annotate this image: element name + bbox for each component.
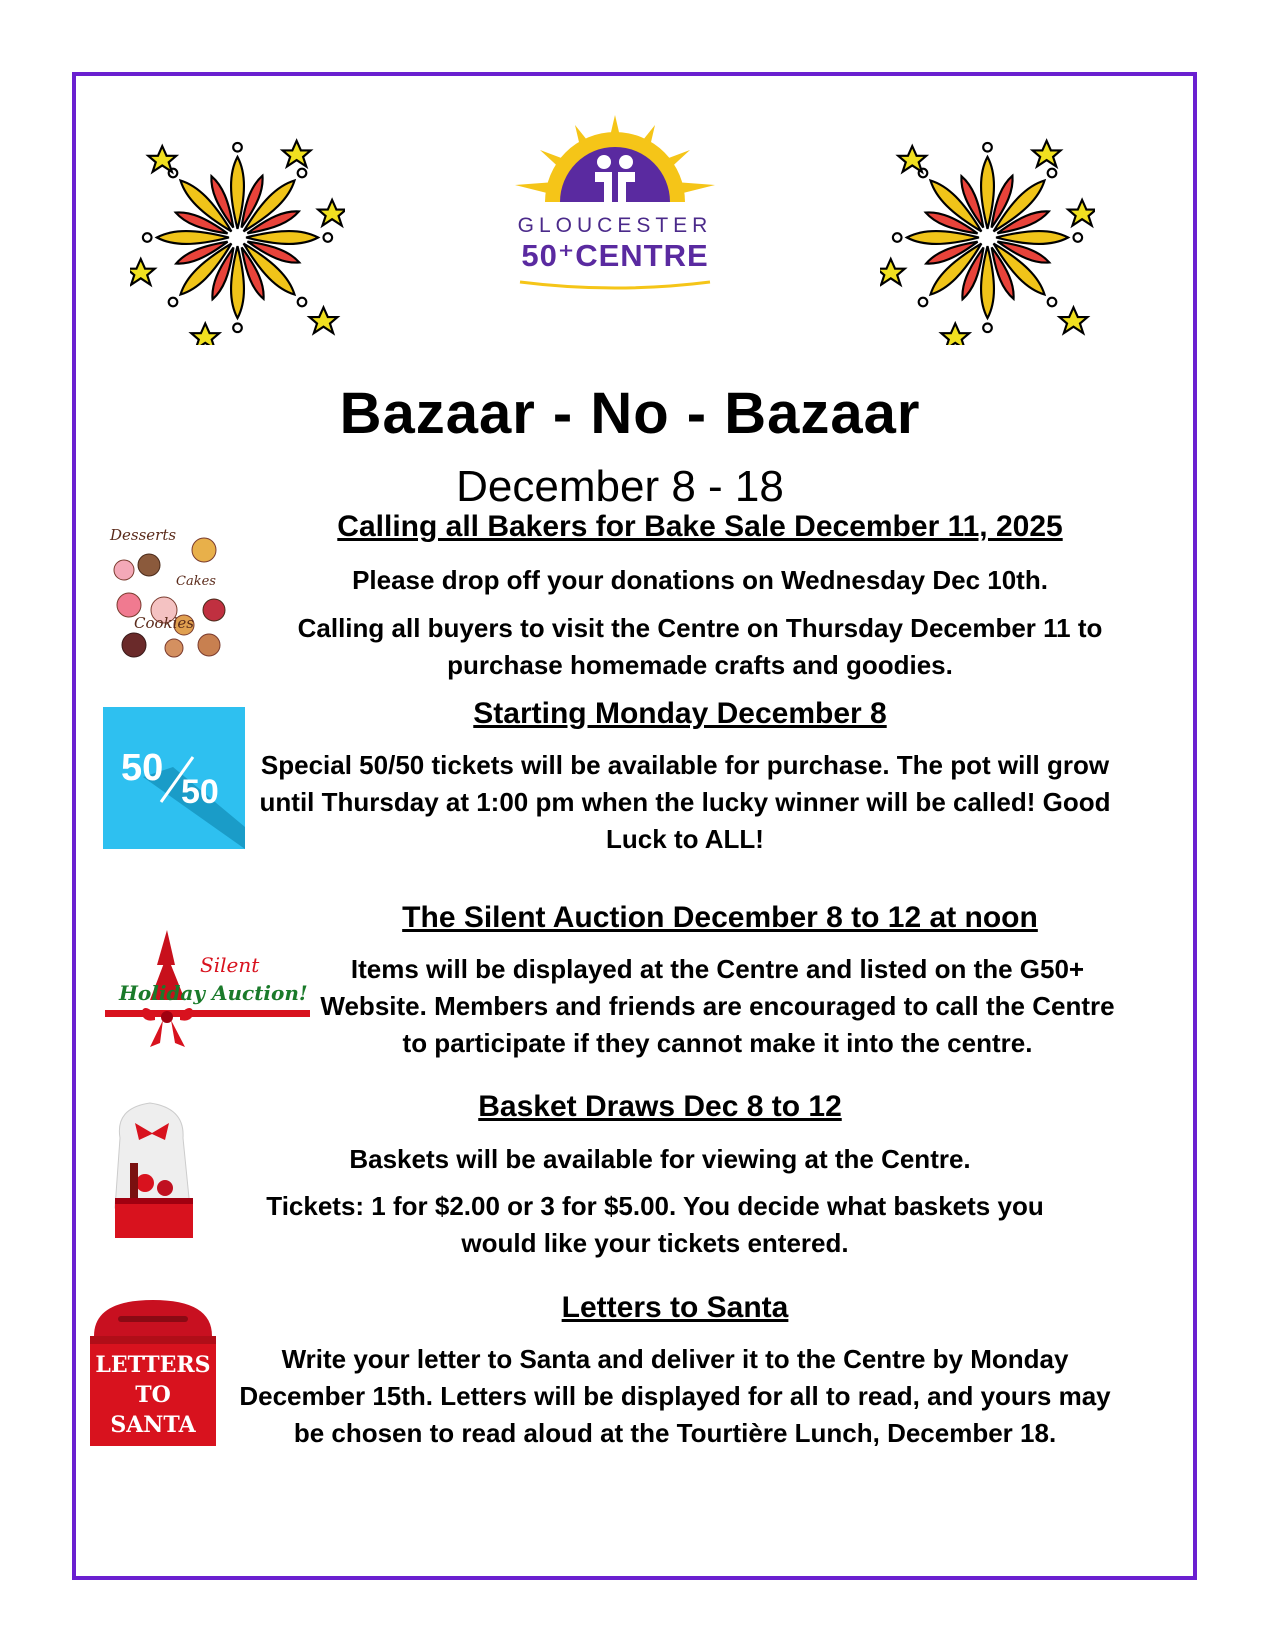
- sun-logo-icon: [500, 110, 730, 210]
- basket-draws-text-1: Baskets will be available for viewing at the Centre.: [349, 1144, 971, 1174]
- silent-auction-text: Items will be displayed at the Centre and listed on the G50+ Website. Members and friends are encouraged to call the Centre to participate if they cannot make it into the centre.: [320, 954, 1115, 1058]
- letters-to-santa-heading: Letters to Santa: [561, 1291, 789, 1324]
- fifty-left: 50: [121, 747, 164, 789]
- fifty-right: 50: [181, 773, 219, 811]
- logo-line1: GLOUCESTER: [517, 214, 713, 237]
- bake-sale-heading: Calling all Bakers for Bake Sale December 11, 2025: [337, 510, 1063, 543]
- mailbox-santa-label: SANTA: [110, 1412, 196, 1438]
- fifty-fifty-text: Special 50/50 tickets will be available for purchase. The pot will grow until Thursday at 1:00 pm when the lucky winner will be called! Good Luck to ALL!: [259, 750, 1111, 854]
- bake-sale-text-2: Calling all buyers to visit the Centre on Thursday December 11 to purchase homemade crafts and goodies.: [297, 613, 1103, 680]
- silent-label: Silent: [200, 953, 260, 977]
- fireworks-left-icon: [130, 130, 345, 345]
- cakes-label: Cakes: [176, 574, 216, 589]
- mailbox-to-label: TO: [135, 1382, 171, 1408]
- page-title: Bazaar - No - Bazaar: [339, 381, 921, 446]
- desserts-image: [104, 520, 234, 660]
- silent-auction-image: [105, 925, 315, 1050]
- gift-basket-image: [105, 1098, 200, 1248]
- letters-to-santa-text: Write your letter to Santa and deliver it to the Centre by Monday December 15th. Letters will be displayed for all to read, and yours may be chosen to read aloud at the Tourtière Lunch, December 18.: [239, 1344, 1111, 1448]
- centre-logo: [500, 110, 730, 310]
- santa-mailbox-image: [88, 1296, 218, 1448]
- basket-draws-heading: Basket Draws Dec 8 to 12: [478, 1090, 842, 1123]
- desserts-label: Desserts: [110, 526, 177, 544]
- fireworks-right-icon: [880, 130, 1095, 345]
- mailbox-letters-label: LETTERS: [95, 1352, 211, 1378]
- fifty-fifty-heading: Starting Monday December 8: [473, 697, 887, 730]
- fifty-fifty-tile: [103, 707, 245, 849]
- cookies-label: Cookies: [134, 614, 194, 632]
- bake-sale-text-1: Please drop off your donations on Wednesday Dec 10th.: [352, 565, 1048, 595]
- holiday-auction-label: Holiday Auction!: [119, 981, 308, 1005]
- event-dates: December 8 - 18: [456, 462, 784, 511]
- logo-swoosh-icon: [500, 276, 730, 296]
- logo-line2: 50⁺CENTRE: [521, 238, 709, 273]
- basket-draws-text-2: Tickets: 1 for $2.00 or 3 for $5.00. You decide what baskets you would like your tickets entered.: [266, 1191, 1044, 1258]
- silent-auction-heading: The Silent Auction December 8 to 12 at noon: [402, 901, 1038, 934]
